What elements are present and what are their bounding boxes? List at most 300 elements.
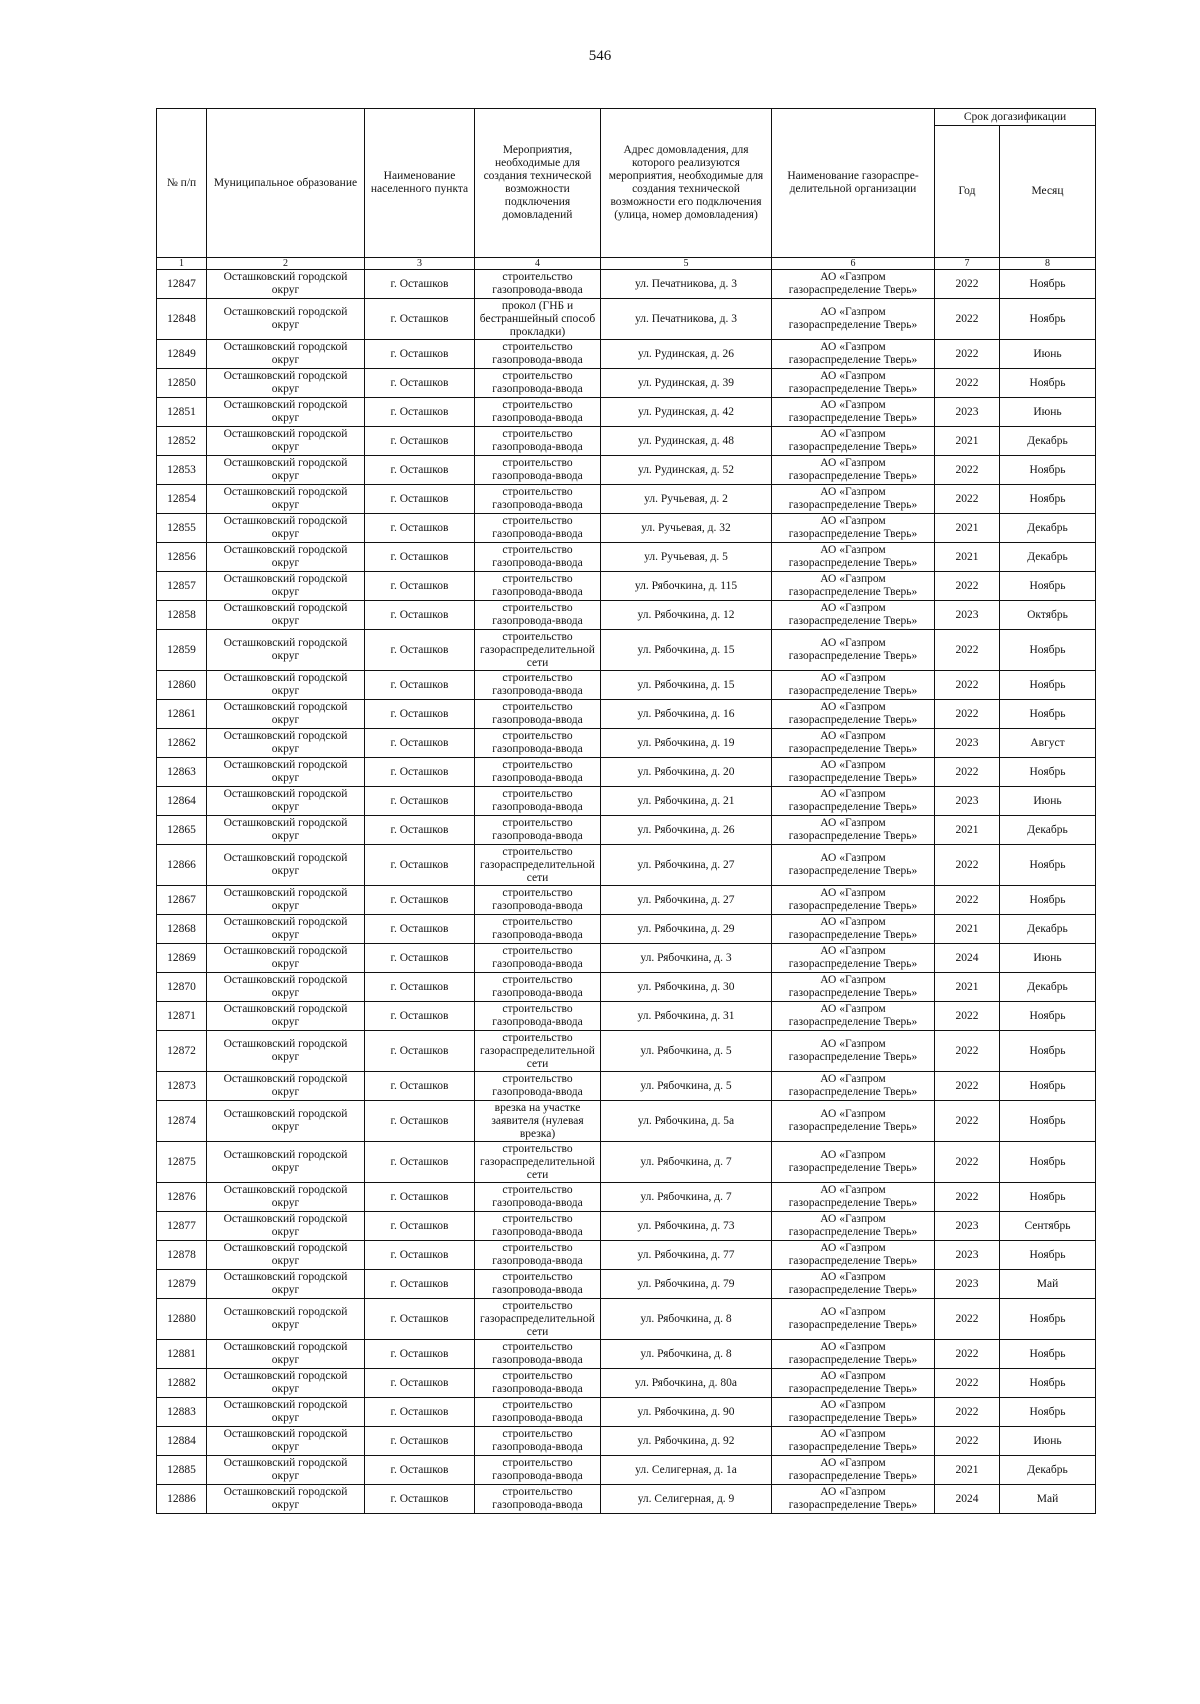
measure-cell: строительство газопровода-ввода: [475, 700, 601, 729]
organization-cell: АО «Газпром газораспределение Тверь»: [772, 845, 935, 886]
month-cell: Ноябрь: [1000, 572, 1096, 601]
year-cell: 2022: [935, 1072, 1000, 1101]
address-cell: ул. Рудинская, д. 48: [601, 427, 772, 456]
row-number: 12881: [157, 1340, 207, 1369]
organization-cell: АО «Газпром газораспределение Тверь»: [772, 485, 935, 514]
year-cell: 2022: [935, 845, 1000, 886]
measure-cell: строительство газопровода-ввода: [475, 886, 601, 915]
address-cell: ул. Рябочкина, д. 29: [601, 915, 772, 944]
month-cell: Май: [1000, 1485, 1096, 1514]
settlement-cell: г. Осташков: [365, 514, 475, 543]
organization-cell: АО «Газпром газораспределение Тверь»: [772, 299, 935, 340]
month-cell: Декабрь: [1000, 1456, 1096, 1485]
municipality-cell: Осташковский городской округ: [207, 514, 365, 543]
measure-cell: строительство газопровода-ввода: [475, 1002, 601, 1031]
settlement-cell: г. Осташков: [365, 485, 475, 514]
row-number: 12854: [157, 485, 207, 514]
address-cell: ул. Рябочкина, д. 5а: [601, 1101, 772, 1142]
table-row: [157, 1299, 1096, 1340]
year-cell: 2023: [935, 601, 1000, 630]
row-number: 12882: [157, 1369, 207, 1398]
header-settlement: Наименование населенного пункта: [365, 109, 475, 258]
settlement-cell: г. Осташков: [365, 1299, 475, 1340]
organization-cell: АО «Газпром газораспределение Тверь»: [772, 514, 935, 543]
month-cell: Ноябрь: [1000, 758, 1096, 787]
year-cell: 2021: [935, 816, 1000, 845]
municipality-cell: Осташковский городской округ: [207, 1456, 365, 1485]
organization-cell: АО «Газпром газораспределение Тверь»: [772, 369, 935, 398]
row-number: 12858: [157, 601, 207, 630]
table-row: [157, 1142, 1096, 1183]
settlement-cell: г. Осташков: [365, 1212, 475, 1241]
table-row: [157, 1369, 1096, 1398]
municipality-cell: Осташковский городской округ: [207, 1270, 365, 1299]
address-cell: ул. Рябочкина, д. 16: [601, 700, 772, 729]
municipality-cell: Осташковский городской округ: [207, 572, 365, 601]
month-cell: Ноябрь: [1000, 1183, 1096, 1212]
organization-cell: АО «Газпром газораспределение Тверь»: [772, 1101, 935, 1142]
organization-cell: АО «Газпром газораспределение Тверь»: [772, 944, 935, 973]
address-cell: ул. Рябочкина, д. 20: [601, 758, 772, 787]
address-cell: ул. Рябочкина, д. 27: [601, 886, 772, 915]
settlement-cell: г. Осташков: [365, 845, 475, 886]
gasification-table: [156, 108, 1096, 1514]
table-row: [157, 456, 1096, 485]
table-row: [157, 886, 1096, 915]
table-row: [157, 671, 1096, 700]
month-cell: Ноябрь: [1000, 1369, 1096, 1398]
row-number: 12850: [157, 369, 207, 398]
organization-cell: АО «Газпром газораспределение Тверь»: [772, 1456, 935, 1485]
address-cell: ул. Рябочкина, д. 7: [601, 1142, 772, 1183]
address-cell: ул. Рябочкина, д. 3: [601, 944, 772, 973]
table-row: [157, 1485, 1096, 1514]
row-number: 12847: [157, 270, 207, 299]
municipality-cell: Осташковский городской округ: [207, 915, 365, 944]
organization-cell: АО «Газпром газораспределение Тверь»: [772, 398, 935, 427]
municipality-cell: Осташковский городской округ: [207, 299, 365, 340]
column-number: 4: [475, 258, 601, 270]
month-cell: Ноябрь: [1000, 485, 1096, 514]
year-cell: 2022: [935, 1031, 1000, 1072]
organization-cell: АО «Газпром газораспределение Тверь»: [772, 1183, 935, 1212]
table-row: [157, 787, 1096, 816]
organization-cell: АО «Газпром газораспределение Тверь»: [772, 1485, 935, 1514]
municipality-cell: Осташковский городской округ: [207, 601, 365, 630]
month-cell: Ноябрь: [1000, 1299, 1096, 1340]
table-row: [157, 1031, 1096, 1072]
row-number: 12855: [157, 514, 207, 543]
year-cell: 2023: [935, 787, 1000, 816]
measure-cell: строительство газопровода-ввода: [475, 398, 601, 427]
table-body: [157, 270, 1096, 1514]
municipality-cell: Осташковский городской округ: [207, 1101, 365, 1142]
year-cell: 2022: [935, 1142, 1000, 1183]
header-row: [157, 109, 1096, 126]
municipality-cell: Осташковский городской округ: [207, 270, 365, 299]
row-number: 12848: [157, 299, 207, 340]
address-cell: ул. Печатникова, д. 3: [601, 270, 772, 299]
address-cell: ул. Рябочкина, д. 15: [601, 630, 772, 671]
row-number: 12859: [157, 630, 207, 671]
year-cell: 2022: [935, 1340, 1000, 1369]
measure-cell: строительство газопровода-ввода: [475, 601, 601, 630]
column-number: 1: [157, 258, 207, 270]
row-number: 12878: [157, 1241, 207, 1270]
organization-cell: АО «Газпром газораспределение Тверь»: [772, 427, 935, 456]
row-number: 12876: [157, 1183, 207, 1212]
row-number: 12886: [157, 1485, 207, 1514]
organization-cell: АО «Газпром газораспределение Тверь»: [772, 700, 935, 729]
organization-cell: АО «Газпром газораспределение Тверь»: [772, 630, 935, 671]
settlement-cell: г. Осташков: [365, 1101, 475, 1142]
municipality-cell: Осташковский городской округ: [207, 845, 365, 886]
settlement-cell: г. Осташков: [365, 1456, 475, 1485]
row-number: 12863: [157, 758, 207, 787]
row-number: 12867: [157, 886, 207, 915]
municipality-cell: Осташковский городской округ: [207, 1212, 365, 1241]
table-row: [157, 630, 1096, 671]
month-cell: Октябрь: [1000, 601, 1096, 630]
address-cell: ул. Рябочкина, д. 115: [601, 572, 772, 601]
address-cell: ул. Рябочкина, д. 12: [601, 601, 772, 630]
organization-cell: АО «Газпром газораспределение Тверь»: [772, 1241, 935, 1270]
measure-cell: строительство газопровода-ввода: [475, 485, 601, 514]
row-number: 12873: [157, 1072, 207, 1101]
measure-cell: прокол (ГНБ и бестраншейный способ прокладки): [475, 299, 601, 340]
address-cell: ул. Рябочкина, д. 8: [601, 1340, 772, 1369]
measure-cell: строительство газопровода-ввода: [475, 671, 601, 700]
header-gasification-term: Срок догазификации: [935, 109, 1096, 126]
municipality-cell: Осташковский городской округ: [207, 485, 365, 514]
table-row: [157, 816, 1096, 845]
municipality-cell: Осташковский городской округ: [207, 1485, 365, 1514]
month-cell: Ноябрь: [1000, 456, 1096, 485]
municipality-cell: Осташковский городской округ: [207, 973, 365, 1002]
settlement-cell: г. Осташков: [365, 1002, 475, 1031]
settlement-cell: г. Осташков: [365, 1072, 475, 1101]
row-number: 12865: [157, 816, 207, 845]
table-row: [157, 944, 1096, 973]
year-cell: 2022: [935, 340, 1000, 369]
address-cell: ул. Рябочкина, д. 79: [601, 1270, 772, 1299]
address-cell: ул. Печатникова, д. 3: [601, 299, 772, 340]
organization-cell: АО «Газпром газораспределение Тверь»: [772, 1072, 935, 1101]
column-number: 7: [935, 258, 1000, 270]
row-number: 12875: [157, 1142, 207, 1183]
year-cell: 2022: [935, 485, 1000, 514]
row-number: 12869: [157, 944, 207, 973]
row-number: 12877: [157, 1212, 207, 1241]
organization-cell: АО «Газпром газораспределение Тверь»: [772, 1002, 935, 1031]
address-cell: ул. Ручьевая, д. 32: [601, 514, 772, 543]
settlement-cell: г. Осташков: [365, 944, 475, 973]
month-cell: Ноябрь: [1000, 1002, 1096, 1031]
year-cell: 2024: [935, 1485, 1000, 1514]
measure-cell: строительство газопровода-ввода: [475, 1369, 601, 1398]
month-cell: Ноябрь: [1000, 630, 1096, 671]
settlement-cell: г. Осташков: [365, 671, 475, 700]
table-row: [157, 543, 1096, 572]
table-row: [157, 1183, 1096, 1212]
organization-cell: АО «Газпром газораспределение Тверь»: [772, 915, 935, 944]
header-municipality: Муниципальное образование: [207, 109, 365, 258]
municipality-cell: Осташковский городской округ: [207, 1241, 365, 1270]
year-cell: 2022: [935, 369, 1000, 398]
table-header: [157, 109, 1096, 270]
address-cell: ул. Рябочкина, д. 7: [601, 1183, 772, 1212]
measure-cell: строительство газопровода-ввода: [475, 758, 601, 787]
table-row: [157, 845, 1096, 886]
year-cell: 2022: [935, 1183, 1000, 1212]
address-cell: ул. Рябочкина, д. 19: [601, 729, 772, 758]
address-cell: ул. Рябочкина, д. 5: [601, 1031, 772, 1072]
organization-cell: АО «Газпром газораспределение Тверь»: [772, 1398, 935, 1427]
month-cell: Ноябрь: [1000, 1142, 1096, 1183]
month-cell: Июнь: [1000, 398, 1096, 427]
year-cell: 2022: [935, 886, 1000, 915]
measure-cell: строительство газопровода-ввода: [475, 1212, 601, 1241]
settlement-cell: г. Осташков: [365, 973, 475, 1002]
measure-cell: строительство газопровода-ввода: [475, 572, 601, 601]
table-row: [157, 1002, 1096, 1031]
month-cell: Ноябрь: [1000, 1241, 1096, 1270]
row-number: 12860: [157, 671, 207, 700]
year-cell: 2021: [935, 973, 1000, 1002]
month-cell: Декабрь: [1000, 816, 1096, 845]
settlement-cell: г. Осташков: [365, 1369, 475, 1398]
municipality-cell: Осташковский городской округ: [207, 456, 365, 485]
month-cell: Ноябрь: [1000, 1398, 1096, 1427]
address-cell: ул. Рудинская, д. 42: [601, 398, 772, 427]
year-cell: 2022: [935, 1002, 1000, 1031]
organization-cell: АО «Газпром газораспределение Тверь»: [772, 1142, 935, 1183]
year-cell: 2021: [935, 514, 1000, 543]
year-cell: 2022: [935, 1369, 1000, 1398]
month-cell: Ноябрь: [1000, 845, 1096, 886]
measure-cell: строительство газопровода-ввода: [475, 1398, 601, 1427]
municipality-cell: Осташковский городской округ: [207, 1398, 365, 1427]
municipality-cell: Осташковский городской округ: [207, 886, 365, 915]
address-cell: ул. Селигерная, д. 9: [601, 1485, 772, 1514]
year-cell: 2022: [935, 630, 1000, 671]
municipality-cell: Осташковский городской округ: [207, 1427, 365, 1456]
settlement-cell: г. Осташков: [365, 758, 475, 787]
header-year: Год: [935, 126, 1000, 258]
year-cell: 2021: [935, 915, 1000, 944]
measure-cell: строительство газопровода-ввода: [475, 1183, 601, 1212]
municipality-cell: Осташковский городской округ: [207, 787, 365, 816]
measure-cell: строительство газопровода-ввода: [475, 543, 601, 572]
organization-cell: АО «Газпром газораспределение Тверь»: [772, 572, 935, 601]
row-number: 12885: [157, 1456, 207, 1485]
address-cell: ул. Рябочкина, д. 31: [601, 1002, 772, 1031]
settlement-cell: г. Осташков: [365, 886, 475, 915]
address-cell: ул. Ручьевая, д. 2: [601, 485, 772, 514]
organization-cell: АО «Газпром газораспределение Тверь»: [772, 973, 935, 1002]
table-row: [157, 1101, 1096, 1142]
month-cell: Ноябрь: [1000, 700, 1096, 729]
table-row: [157, 601, 1096, 630]
municipality-cell: Осташковский городской округ: [207, 816, 365, 845]
year-cell: 2022: [935, 671, 1000, 700]
settlement-cell: г. Осташков: [365, 787, 475, 816]
organization-cell: АО «Газпром газораспределение Тверь»: [772, 1212, 935, 1241]
settlement-cell: г. Осташков: [365, 1031, 475, 1072]
year-cell: 2021: [935, 427, 1000, 456]
municipality-cell: Осташковский городской округ: [207, 1002, 365, 1031]
row-number: 12864: [157, 787, 207, 816]
measure-cell: врезка на участке заявителя (нулевая врезка): [475, 1101, 601, 1142]
row-number: 12870: [157, 973, 207, 1002]
table-row: [157, 1241, 1096, 1270]
organization-cell: АО «Газпром газораспределение Тверь»: [772, 601, 935, 630]
row-number: 12851: [157, 398, 207, 427]
page-number: 546: [588, 48, 612, 64]
table-row: [157, 729, 1096, 758]
year-cell: 2021: [935, 543, 1000, 572]
table-row: [157, 1456, 1096, 1485]
table-row: [157, 514, 1096, 543]
address-cell: ул. Рябочкина, д. 8: [601, 1299, 772, 1340]
municipality-cell: Осташковский городской округ: [207, 1299, 365, 1340]
settlement-cell: г. Осташков: [365, 1427, 475, 1456]
settlement-cell: г. Осташков: [365, 700, 475, 729]
municipality-cell: Осташковский городской округ: [207, 398, 365, 427]
measure-cell: строительство газопровода-ввода: [475, 1072, 601, 1101]
month-cell: Июнь: [1000, 944, 1096, 973]
year-cell: 2022: [935, 270, 1000, 299]
address-cell: ул. Рябочкина, д. 26: [601, 816, 772, 845]
address-cell: ул. Рябочкина, д. 80а: [601, 1369, 772, 1398]
address-cell: ул. Рябочкина, д. 30: [601, 973, 772, 1002]
row-number: 12849: [157, 340, 207, 369]
month-cell: Август: [1000, 729, 1096, 758]
header-month: Месяц: [1000, 126, 1096, 258]
month-cell: Ноябрь: [1000, 270, 1096, 299]
month-cell: Декабрь: [1000, 543, 1096, 572]
measure-cell: строительство газопровода-ввода: [475, 1270, 601, 1299]
month-cell: Ноябрь: [1000, 1031, 1096, 1072]
month-cell: Ноябрь: [1000, 671, 1096, 700]
year-cell: 2023: [935, 729, 1000, 758]
year-cell: 2021: [935, 1456, 1000, 1485]
table-row: [157, 1427, 1096, 1456]
settlement-cell: г. Осташков: [365, 456, 475, 485]
measure-cell: строительство газопровода-ввода: [475, 427, 601, 456]
organization-cell: АО «Газпром газораспределение Тверь»: [772, 543, 935, 572]
year-cell: 2022: [935, 572, 1000, 601]
measure-cell: строительство газопровода-ввода: [475, 1241, 601, 1270]
measure-cell: строительство газопровода-ввода: [475, 816, 601, 845]
settlement-cell: г. Осташков: [365, 1398, 475, 1427]
settlement-cell: г. Осташков: [365, 299, 475, 340]
settlement-cell: г. Осташков: [365, 427, 475, 456]
month-cell: Декабрь: [1000, 514, 1096, 543]
month-cell: Декабрь: [1000, 973, 1096, 1002]
row-number: 12883: [157, 1398, 207, 1427]
year-cell: 2024: [935, 944, 1000, 973]
row-number: 12856: [157, 543, 207, 572]
measure-cell: строительство газораспределительной сети: [475, 1142, 601, 1183]
organization-cell: АО «Газпром газораспределение Тверь»: [772, 758, 935, 787]
month-cell: Ноябрь: [1000, 886, 1096, 915]
organization-cell: АО «Газпром газораспределение Тверь»: [772, 671, 935, 700]
organization-cell: АО «Газпром газораспределение Тверь»: [772, 1299, 935, 1340]
table-row: [157, 398, 1096, 427]
row-number: 12874: [157, 1101, 207, 1142]
month-cell: Июнь: [1000, 787, 1096, 816]
organization-cell: АО «Газпром газораспределение Тверь»: [772, 816, 935, 845]
municipality-cell: Осташковский городской округ: [207, 1183, 365, 1212]
measure-cell: строительство газопровода-ввода: [475, 729, 601, 758]
row-number: 12868: [157, 915, 207, 944]
table-row: [157, 340, 1096, 369]
measure-cell: строительство газораспределительной сети: [475, 845, 601, 886]
table-row: [157, 369, 1096, 398]
municipality-cell: Осташковский городской округ: [207, 1031, 365, 1072]
year-cell: 2023: [935, 398, 1000, 427]
row-number: 12872: [157, 1031, 207, 1072]
settlement-cell: г. Осташков: [365, 543, 475, 572]
column-number: 3: [365, 258, 475, 270]
organization-cell: АО «Газпром газораспределение Тверь»: [772, 270, 935, 299]
municipality-cell: Осташковский городской округ: [207, 369, 365, 398]
table-row: [157, 299, 1096, 340]
table-row: [157, 485, 1096, 514]
measure-cell: строительство газопровода-ввода: [475, 944, 601, 973]
column-number: 5: [601, 258, 772, 270]
address-cell: ул. Рябочкина, д. 90: [601, 1398, 772, 1427]
measure-cell: строительство газопровода-ввода: [475, 1427, 601, 1456]
organization-cell: АО «Газпром газораспределение Тверь»: [772, 1340, 935, 1369]
measure-cell: строительство газораспределительной сети: [475, 1299, 601, 1340]
month-cell: Ноябрь: [1000, 369, 1096, 398]
settlement-cell: г. Осташков: [365, 1183, 475, 1212]
measure-cell: строительство газопровода-ввода: [475, 973, 601, 1002]
organization-cell: АО «Газпром газораспределение Тверь»: [772, 340, 935, 369]
gasification-table-container: [156, 108, 1096, 1514]
address-cell: ул. Рудинская, д. 26: [601, 340, 772, 369]
measure-cell: строительство газопровода-ввода: [475, 270, 601, 299]
municipality-cell: Осташковский городской округ: [207, 340, 365, 369]
settlement-cell: г. Осташков: [365, 1270, 475, 1299]
settlement-cell: г. Осташков: [365, 1142, 475, 1183]
municipality-cell: Осташковский городской округ: [207, 1340, 365, 1369]
measure-cell: строительство газопровода-ввода: [475, 1485, 601, 1514]
measure-cell: строительство газопровода-ввода: [475, 369, 601, 398]
year-cell: 2023: [935, 1270, 1000, 1299]
settlement-cell: г. Осташков: [365, 630, 475, 671]
address-cell: ул. Рудинская, д. 39: [601, 369, 772, 398]
year-cell: 2022: [935, 1299, 1000, 1340]
address-cell: ул. Рудинская, д. 52: [601, 456, 772, 485]
address-cell: ул. Рябочкина, д. 77: [601, 1241, 772, 1270]
year-cell: 2022: [935, 1398, 1000, 1427]
measure-cell: строительство газопровода-ввода: [475, 915, 601, 944]
month-cell: Ноябрь: [1000, 1340, 1096, 1369]
row-number: 12857: [157, 572, 207, 601]
row-number: 12853: [157, 456, 207, 485]
settlement-cell: г. Осташков: [365, 1241, 475, 1270]
municipality-cell: Осташковский городской округ: [207, 671, 365, 700]
address-cell: ул. Рябочкина, д. 5: [601, 1072, 772, 1101]
measure-cell: строительство газопровода-ввода: [475, 1456, 601, 1485]
measure-cell: строительство газопровода-ввода: [475, 456, 601, 485]
organization-cell: АО «Газпром газораспределение Тверь»: [772, 1369, 935, 1398]
table-row: [157, 915, 1096, 944]
organization-cell: АО «Газпром газораспределение Тверь»: [772, 1031, 935, 1072]
